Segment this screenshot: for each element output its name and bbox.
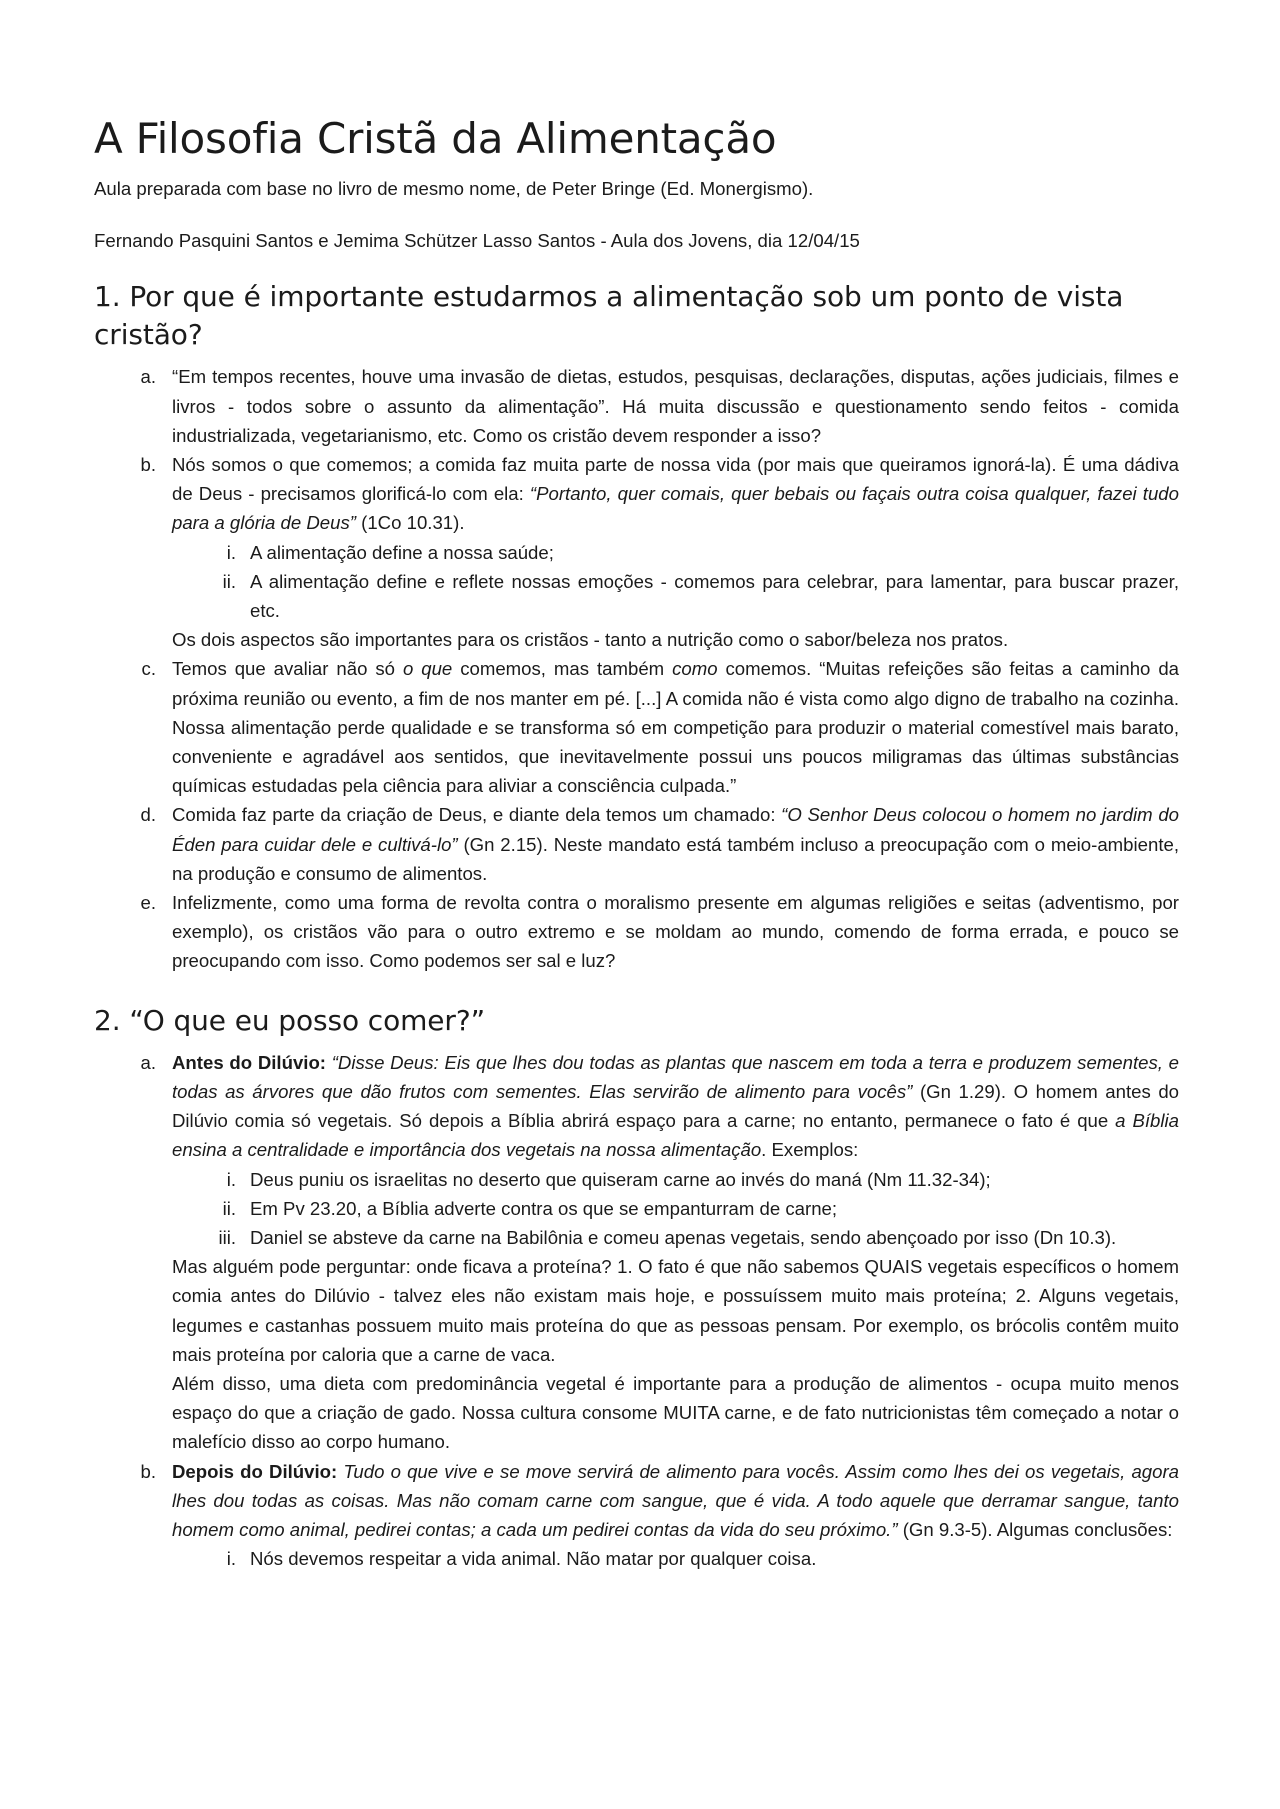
- list-marker: e.: [140, 892, 156, 913]
- list-item-text: [172, 1457, 1179, 1545]
- sub-item-text: A alimentação define e reflete nossas emoções - comemos para celebrar, para lamentar, para buscar prazer, etc.: [250, 570, 1179, 621]
- list-item-text: “Em tempos recentes, houve uma invasão de dietas, estudos, pesquisas, declarações, disputas, ações judiciais, filmes e livros - todos sobre o assunto da alimentação”. Há muita discussão e questionamento sendo feitos - comida industrializada, vegetarianismo, etc. Como os cristão devem responder a isso?: [172, 366, 1179, 446]
- document-authors: Fernando Pasquini Santos e Jemima Schützer Lasso Santos - Aula dos Jovens, dia 12/04/15: [94, 230, 860, 252]
- bible-quote: “Portanto, quer comais, quer bebais ou façais outra coisa qualquer, fazei tudo para a glória de Deus”: [172, 483, 1179, 534]
- list-item-2b: [94, 1457, 1179, 1545]
- continuation-text: Além disso, uma dieta com predominância vegetal é importante para a produção de alimentos - ocupa muito menos espaço do que a criação de gado. Nossa cultura consome MUITA carne, e de fato nutricionistas têm começado a notar o malefício disso ao corpo humano.: [172, 1372, 1179, 1453]
- bible-quote: “Disse Deus: Eis que lhes dou todas as plantas que nascem em toda a terra e produzem sementes, e todas as árvores que dão frutos com sementes. Elas servirão de alimento para vocês”: [172, 1051, 1179, 1102]
- item-label: Antes do Dilúvio:: [172, 1051, 327, 1073]
- sub-marker: i.: [226, 1548, 236, 1570]
- list-item-1e: [94, 888, 1179, 976]
- sub-item-text: Daniel se absteve da carne na Babilônia e comeu apenas vegetais, sendo abençoado por isso (Dn 10.3).: [250, 1226, 1117, 1248]
- bible-quote: “O Senhor Deus colocou o homem no jardim do Éden para cuidar dele e cultivá-lo”: [172, 804, 1179, 855]
- sub-item-2a-i: [172, 1165, 1179, 1194]
- document-subtitle: Aula preparada com base no livro de mesmo nome, de Peter Bringe (Ed. Monergismo).: [94, 178, 814, 200]
- continuation-text: Mas alguém pode perguntar: onde ficava a proteína? 1. O fato é que não sabemos QUAIS vegetais específicos o homem comia antes do Dilúvio - talvez eles não existam mais hoje, e possuíssem muito mais proteína; 2. Alguns vegetais, legumes e castanhas possuem muito mais proteína do que as pessoas pensam. Por exemplo, os brócolis contêm muito mais proteína por caloria que a carne de vaca.: [172, 1256, 1179, 1365]
- sub-marker: ii.: [222, 1197, 236, 1219]
- text-run: . Exemplos:: [761, 1139, 859, 1161]
- list-item-text: [172, 800, 1179, 888]
- sub-marker: i.: [226, 1168, 236, 1190]
- text-run: comemos, mas também: [452, 658, 673, 680]
- text-run: (Gn 1.29). O homem antes do Dilúvio comia só vegetais. Só depois a Bíblia abrirá espaço para a carne; no entanto, permanece o fato é que: [172, 1080, 1180, 1132]
- sub-item-text: A alimentação define a nossa saúde;: [250, 541, 554, 563]
- sub-item-1b-i: [172, 538, 1179, 567]
- sub-item-1b-ii: [172, 567, 1179, 625]
- list-item-text: Infelizmente, como uma forma de revolta contra o moralismo presente em algumas religiões e seitas (adventismo, por exemplo), os cristãos vão para o outro extremo e se moldam ao mundo, comendo de forma errada, e pouco se preocupando com isso. Como podemos ser sal e luz?: [172, 892, 1179, 972]
- list-marker: a.: [140, 366, 156, 388]
- list-marker: d.: [140, 804, 156, 826]
- list-marker: b.: [140, 453, 156, 475]
- section-2-list: [94, 1048, 1179, 1574]
- item-label: Depois do Dilúvio:: [172, 1460, 338, 1482]
- text-run: (1Co 10.31).: [355, 512, 465, 534]
- text-run: Temos que avaliar não só: [172, 658, 403, 680]
- list-item-text: [172, 654, 1179, 800]
- sub-item-text: Nós devemos respeitar a vida animal. Não matar por qualquer coisa.: [250, 1548, 817, 1570]
- sub-item-text: Deus puniu os israelitas no deserto que quiseram carne ao invés do maná (Nm 11.32-34);: [250, 1168, 991, 1190]
- text-run: (Gn 9.3-5). Algumas conclusões:: [897, 1518, 1173, 1540]
- sub-marker: ii.: [222, 570, 236, 592]
- section-1-heading: 1. Por que é importante estudarmos a alimentação sob um ponto de vista cristão?: [94, 280, 1124, 352]
- text-run: comemos. “Muitas refeições são feitas a caminho da próxima reunião ou evento, a fim de nos manter em pé. [...] A comida não é vista como algo digno de trabalho na cozinha. Nossa alimentação perde qualidade e se transforma só em competição para produzir o material comestível mais barato, conveniente e agradável aos sentidos, que inevitavelmente possui uns poucos miligramas das últimas substâncias químicas estudadas pela ciência para aliviar a consciência culpada.”: [172, 658, 1179, 797]
- text-run: (Gn 2.15). Neste mandato está também incluso a preocupação com o meio-ambiente, na produção e consumo de alimentos.: [172, 833, 1179, 884]
- sub-marker: i.: [226, 541, 236, 563]
- emphasis: a Bíblia ensina a centralidade e importância dos vegetais na nossa alimentação: [172, 1110, 1179, 1161]
- list-marker: b.: [140, 1460, 156, 1482]
- bible-quote: Tudo o que vive e se move servirá de alimento para vocês. Assim como lhes dei os vegetais, agora lhes dou todas as coisas. Mas não comam carne com sangue, que é vida. A todo aquele que derramar sangue, tanto homem como animal, pedirei contas; a cada um pedirei contas da vida do seu próximo.”: [172, 1460, 1179, 1540]
- continuation-text: Os dois aspectos são importantes para os cristãos - tanto a nutrição como o sabor/beleza nos pratos.: [172, 629, 1009, 651]
- list-item-text: [172, 1048, 1179, 1165]
- document-title: A Filosofia Cristã da Alimentação: [94, 114, 777, 163]
- sub-item-2a-ii: [172, 1194, 1179, 1223]
- list-item-text: [172, 450, 1179, 538]
- text-run: Nós somos o que comemos; a comida faz muita parte de nossa vida (por mais que queiramos ignorá-la). É uma dádiva de Deus - precisamos glorificá-lo com ela:: [172, 453, 1179, 505]
- list-item-2a: [94, 1048, 1179, 1165]
- sub-item-text: Em Pv 23.20, a Bíblia adverte contra os que se empanturram de carne;: [250, 1197, 838, 1219]
- list-item-1c: [94, 654, 1179, 800]
- list-item-1b: [94, 450, 1179, 538]
- sub-item-2a-iii: [172, 1223, 1179, 1252]
- text-run: Comida faz parte da criação de Deus, e diante dela temos um chamado:: [172, 804, 782, 826]
- sub-item-2b-i: [172, 1544, 1179, 1573]
- list-marker: c.: [141, 658, 156, 680]
- emphasis: como: [672, 658, 718, 680]
- section-2-heading: 2. “O que eu posso comer?”: [94, 1003, 485, 1037]
- list-item-1a: [94, 362, 1179, 450]
- section-1-list: [94, 362, 1179, 975]
- sub-marker: iii.: [218, 1226, 236, 1248]
- emphasis: o que: [402, 658, 453, 680]
- list-marker: a.: [140, 1051, 156, 1073]
- list-item-1d: [94, 800, 1179, 888]
